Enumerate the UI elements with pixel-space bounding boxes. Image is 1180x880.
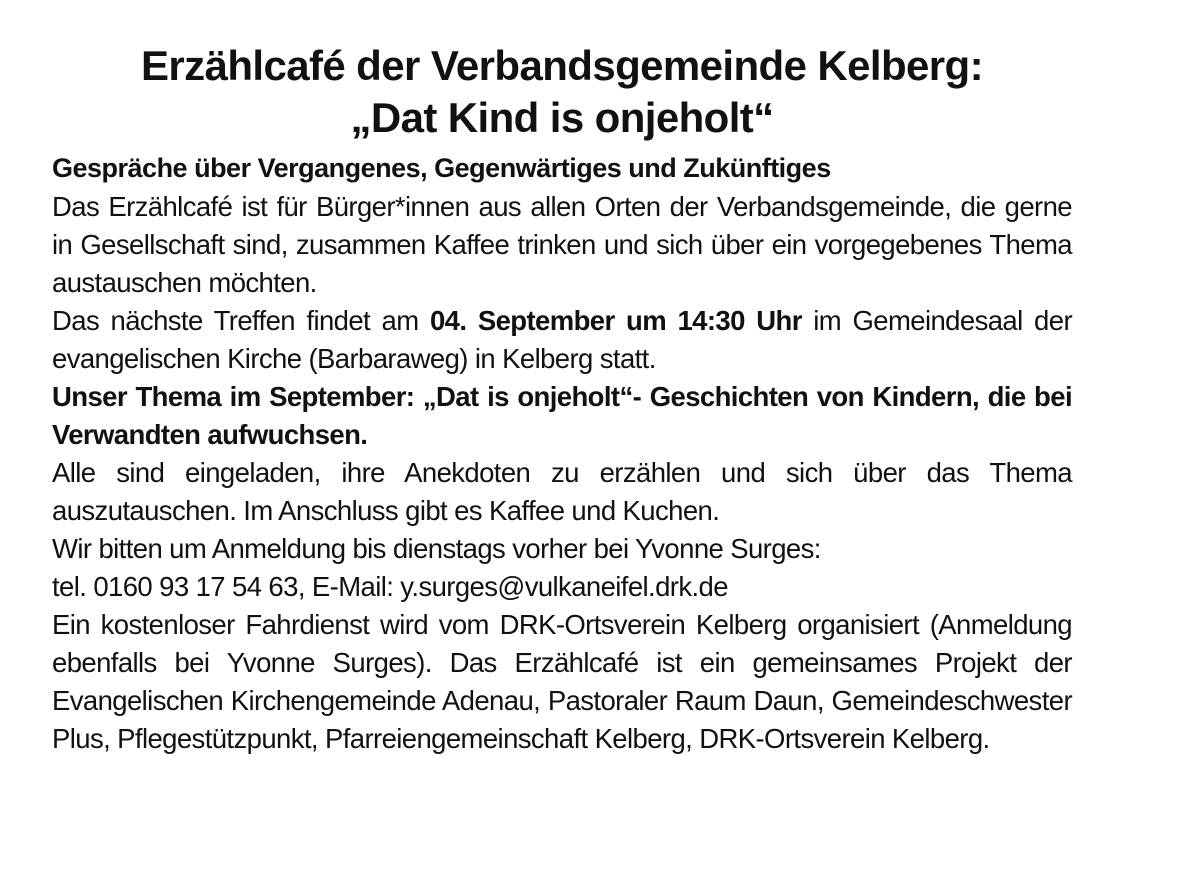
registration-paragraph: Wir bitten um Anmeldung bis dienstags vorher bei Yvonne Surges: bbox=[52, 533, 821, 564]
article bbox=[52, 40, 1072, 758]
meeting-text-after: im Gemeindesaal der evangelischen Kirche (Barbaraweg) in Kelberg statt. bbox=[52, 305, 1072, 374]
article-subtitle: Gespräche über Vergangenes, Gegenwärtiges und Zukünftiges bbox=[52, 153, 831, 183]
title-line-2: „Dat Kind is onjeholt“ bbox=[350, 94, 774, 141]
meeting-paragraph bbox=[52, 302, 1072, 378]
meeting-text-before: Das nächste Treffen findet am bbox=[52, 305, 430, 336]
meeting-date: 04. September um 14:30 Uhr bbox=[429, 305, 802, 336]
theme-paragraph: Unser Thema im September: „Dat is onjeholt“- Geschichten von Kindern, die bei Verwandten aufwuchsen. bbox=[52, 381, 1072, 450]
title-line-1: Erzählcafé der Verbandsgemeinde Kelberg: bbox=[141, 42, 983, 89]
contact-line: tel. 0160 93 17 54 63, E-Mail: y.surges@vulkaneifel.drk.de bbox=[52, 571, 728, 602]
invitation-paragraph: Alle sind eingeladen, ihre Anekdoten zu erzählen und sich über das Thema auszutauschen. Im Anschluss gibt es Kaffee und Kuchen. bbox=[52, 457, 1072, 526]
transport-paragraph: Ein kostenloser Fahrdienst wird vom DRK-Ortsverein Kelberg organisiert (Anmeldung ebenfalls bei Yvonne Surges). Das Erzählcafé ist ein gemeinsames Projekt der Evangelischen Kirchengemeinde Adenau, Pastoraler Raum Daun, Gemeindeschwester Plus, Pflegestützpunkt, Pfarreiengemeinschaft Kelberg, DRK-Ortsverein Kelberg. bbox=[52, 609, 1072, 754]
article-title bbox=[52, 40, 1072, 144]
intro-paragraph: Das Erzählcafé ist für Bürger*innen aus allen Orten der Verbandsgemeinde, die gerne in Gesellschaft sind, zusammen Kaffee trinken und sich über ein vorgegebenes Thema austauschen möchten. bbox=[52, 191, 1072, 298]
